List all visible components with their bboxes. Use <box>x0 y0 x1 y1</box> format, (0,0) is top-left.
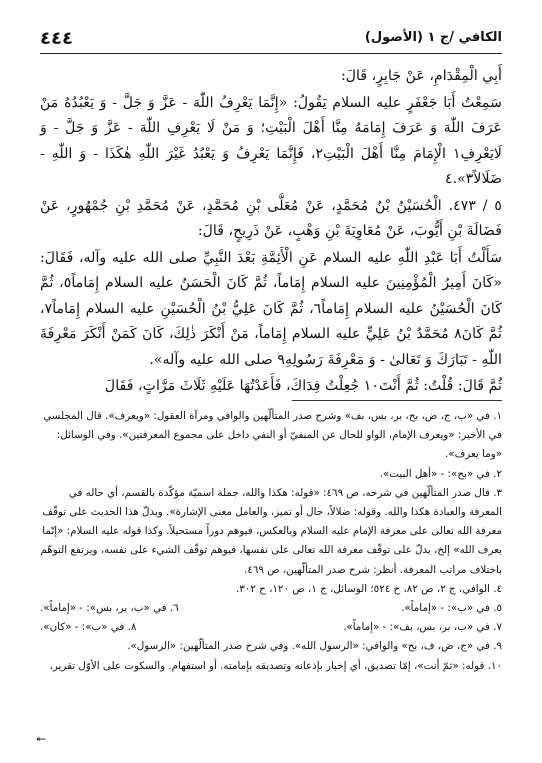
hadith-5-text: سَأَلْتُ أَبَا عَبْدِ اللّٰهِ عليه السلام عَنِ الْأَئِمَّةِ بَعْدَ النَّبِيِّ صلى الله عليه وآله، فَقَالَ: «كَانَ أَمِيرُ الْمُؤْمِنِينَ عليه السلام إِمَاماً، ثُمَّ كَانَ الْحَسَنُ عليه السلام إِمَاماً٥، ثُمَّ كَانَ الْحُسَيْنُ عليه السلام إِمَاماً٦، ثُمَّ كَانَ عَلِيُّ بْنُ الْحُسَيْنِ عليه السلام إِمَاماً٧، ثُمَّ كَانَ٨ مُحَمَّدُ بْنُ عَلِيٍّ عليه السلام إِمَاماً، مَنْ أَنْكَرَ ذٰلِكَ، كَانَ كَمَنْ أَنْكَرَ مَعْرِفَةَ اللّٰهِ - تَبَارَكَ وَ تَعَالىٰ - وَ مَعْرِفَةَ رَسُولِهِ٩ صلى الله عليه وآله». <box>40 249 502 368</box>
footnote-9: ٩. في «ج، ض، ف، بح» والوافي: «الرسول الله». وفي شرح صدر المتألّهين: «الرسول». <box>127 640 502 653</box>
continuation-arrow-icon: ↞ <box>36 732 47 746</box>
header-rule <box>40 53 502 54</box>
footnotes <box>40 407 502 676</box>
page-number: ٤٤٤ <box>40 28 73 49</box>
footnote-8: ٨. في «ب»: - «كان». <box>40 621 137 634</box>
narration-chain-end: أَبِي الْمِقْدَامِ، عَنْ جَابِرٍ، قَالَ: <box>340 68 502 84</box>
hadith-5-isnad: ٥ / ٤٧٣. الْحُسَيْنُ بْنُ مُحَمَّدٍ، عَنْ مُعَلَّى بْنِ مُحَمَّدٍ، عَنْ مُحَمَّدِ بْنِ جُمْهُورٍ، عَنْ فَضَالَةَ بْنِ أَيُّوبَ، عَنْ مُعَاوِيَةَ بْنِ وَهْبٍ، عَنْ ذَرِيحٍ، قَالَ: <box>40 197 502 239</box>
footnote-2: ٢. في «بح»: - «أهل البيت». <box>379 467 502 480</box>
footnote-7: ٧. في «ب، بر، بس، بف»: - «إماماً». <box>343 621 502 634</box>
footnote-5: ٥. في «ب»: - «إماماً». <box>401 602 502 615</box>
footnote-row-5-6 <box>40 599 502 618</box>
footnote-1: ١. في «ب، ج، ض، بح، بر، بس، بف» وشرح صدر المتألّهين والوافي ومرآة العقول: «ويعرف». قال المجلسي في الأخير: «ويعرف الإمام، الواو للحال عن المنفيّ أو النفي داخل على مجموع المعرفتين». وفي الوسائل: «وما يعرف». <box>43 410 502 461</box>
running-title: الكافي /ج ١ (الأصول) <box>364 30 502 45</box>
footnote-6: ٦. في «ب، بر، بس»: - «إماماً». <box>40 602 179 615</box>
footnote-10: ١٠. قوله: «ثمّ أنت»، إمّا تصديق، أي إخبار بإذعانه وتصديقه بإمامته. أو استفهام. والسكوت على الأوّل تقرير، <box>49 659 502 672</box>
footnote-separator <box>292 400 502 401</box>
footnote-row-7-8 <box>40 618 502 637</box>
main-text <box>40 64 502 394</box>
hadith-4-text: سَمِعْتُ أَبَا جَعْفَرٍ عليه السلام يَقُولُ: «إِنَّمَا يَعْرِفُ اللّٰهَ - عَزَّ وَ جَلَّ - وَ يَعْبُدُهُ مَنْ عَرَفَ اللّٰهَ وَ عَرَفَ إِمَامَهُ مِنَّا أَهْلَ الْبَيْتِ؛ وَ مَنْ لَا يَعْرِفِ اللّٰهَ - عَزَّ وَ جَلَّ - وَ لَايَعْرِفِ١ الْإِمَامَ مِنَّا أَهْلَ الْبَيْتِ٢، فَإِنَّمَا يَعْرِفُ وَ يَعْبُدُ غَيْرَ اللّٰهِ هٰكَذَا - وَ اللّٰهِ - ضَلَالاً٣».٤ <box>40 94 502 187</box>
hadith-5-continuation: ثُمَّ قَالَ: قُلْتُ: ثُمَّ أَنْتَ١٠ جُعِلْتُ فِدَاكَ، فَأَعَدْتُهَا عَلَيْهِ ثَلَاثَ مَرَّاتٍ، فَقَالَ <box>104 378 502 394</box>
footnote-3: ٣. قال صدر المتألّهين في شرحه، ص ٤٦٩: «قوله: هكذا والله، جملة اسميّة مؤكّدة بالقسم، أي حاله في المعرفة والعبادة هكذا والله. وقوله: ضلالاً، حال أو تميز، والعامل معنى الإشارة». ويدلّ هذا الحديث على توقّف معرفة الله تعالى على معرفة الإمام عليه السلام وبالعكس، فيوهم دوراً مستحيلاً. وكذا قوله عليه السلام: «إنّما يعرف الله» إلخ، يدلّ على توقّف معرفة الله تعالى على نفسها، فيوهم توقّف الشيء على نفسه، ويرتفع التوهّم باختلاف مراتب المعرفة. أنظر: شرح صدر المتألّهين، ص ٤٦٩. <box>40 486 502 576</box>
footnote-4: ٤. الوافي، ج ٢، ص ٨٢، ح ٥٢٤؛ الوسائل، ج ١، ص ١٢٠، ح ٣٠٢. <box>236 582 502 595</box>
page-header <box>40 28 502 54</box>
